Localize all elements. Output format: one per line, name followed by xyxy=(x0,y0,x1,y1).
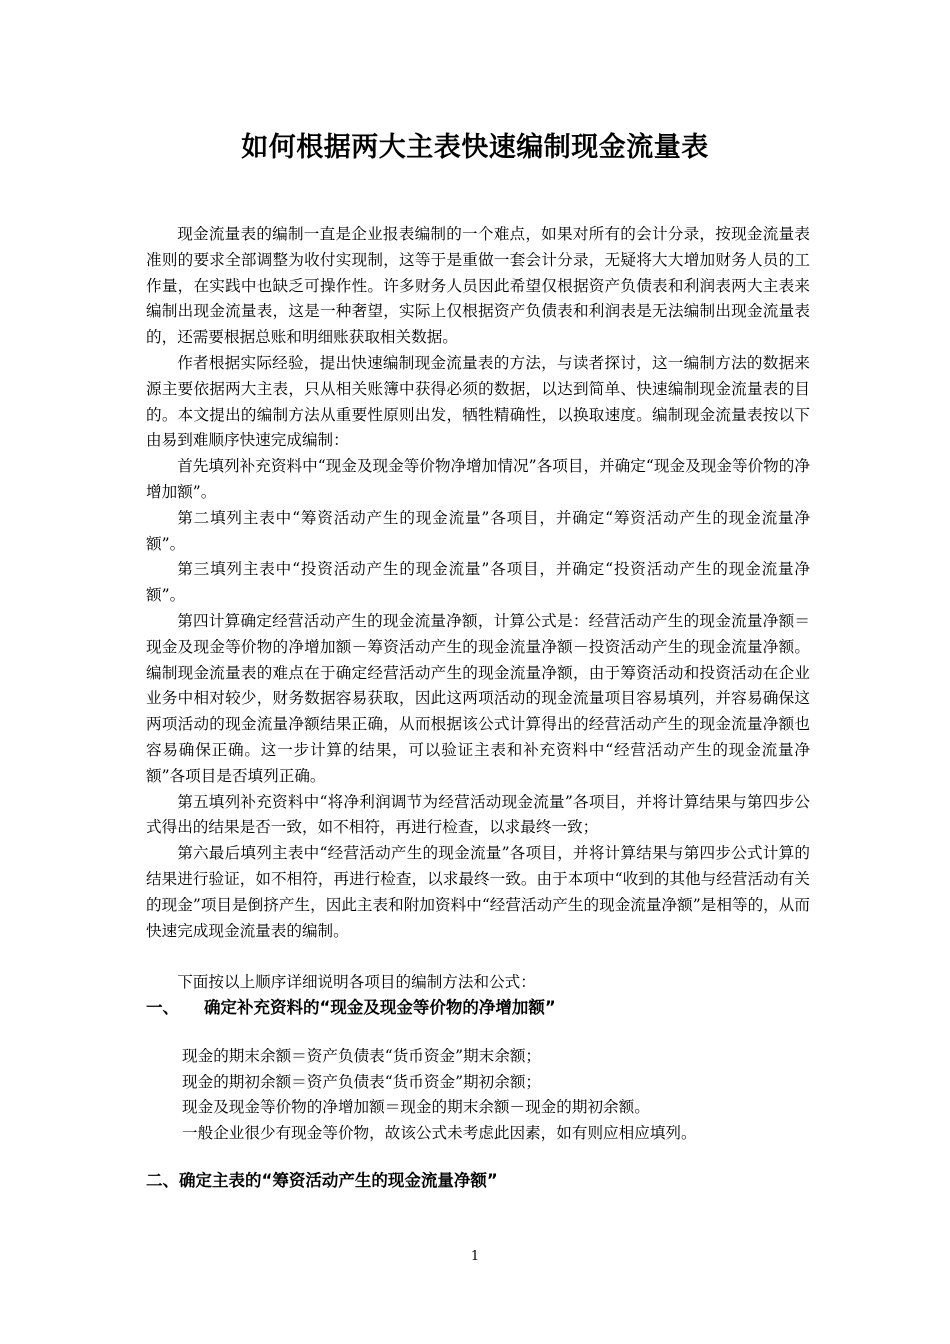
document-title: 如何根据两大主表快速编制现金流量表 xyxy=(241,132,709,163)
paragraph: 第三填列主表中“投资活动产生的现金流量”各项目，并确定“投资活动产生的现金流量净额”。 xyxy=(146,560,810,605)
section-heading-1 xyxy=(146,995,556,1021)
section-number: 一、 xyxy=(146,998,179,1017)
paragraph: 作者根据实际经验，提出快速编制现金流量表的方法，与读者探讨，这一编制方法的数据来源主要依据两大主表，只从相关账簿中获得必须的数据，以达到简单、快速编制现金流量表的目的。本文提出的编制方法从重要性原则出发，牺牲精确性，以换取速度。编制现金流量表按以下由易到难顺序快速完成编制： xyxy=(146,353,810,450)
body-text xyxy=(146,222,810,996)
formula-line: 现金及现金等价物的净增加额＝现金的期末余额－现金的期初余额。 xyxy=(182,1098,650,1117)
paragraph: 第五填列补充资料中“将净利润调节为经营活动现金流量”各项目，并将计算结果与第四步公式得出的结果是否一致，如不相符，再进行检查，以求最终一致； xyxy=(146,792,810,837)
paragraph: 首先填列补充资料中“现金及现金等价物净增加情况”各项目，并确定“现金及现金等价物的净增加额”。 xyxy=(146,457,810,501)
paragraph: 第二填列主表中“筹资活动产生的现金流量”各项目，并确定“筹资活动产生的现金流量净额”。 xyxy=(146,508,810,553)
paragraph: 下面按以上顺序详细说明各项目的编制方法和公式： xyxy=(177,973,536,992)
paragraph: 第六最后填列主表中“经营活动产生的现金流量”各项目，并将计算结果与第四步公式计算的结果进行验证，如不相符，再进行检查，以求最终一致。由于本项中“收到的其他与经营活动有关的现金”项目是倒挤产生，因此主表和附加资料中“经营活动产生的现金流量净额”是相等的，从而快速完成现金流量表的编制。 xyxy=(146,844,810,940)
section-title: 确定补充资料的“现金及现金等价物的净增加额” xyxy=(204,998,556,1017)
formula-line: 现金的期末余额＝资产负债表“货币资金”期末余额； xyxy=(182,1047,542,1065)
page-number: 1 xyxy=(470,1249,480,1264)
formula-line: 现金的期初余额＝资产负债表“货币资金”期初余额； xyxy=(182,1072,542,1091)
section-heading-2: 二、确定主表的“筹资活动产生的现金流量净额” xyxy=(146,1171,498,1190)
formula-line: 一般企业很少有现金等价物，故该公式未考虑此因素，如有则应相应填列。 xyxy=(182,1123,697,1142)
formula-list xyxy=(182,1044,812,1146)
paragraph: 第四计算确定经营活动产生的现金流量净额，计算公式是：经营活动产生的现金流量净额＝现金及现金等价物的净增加额－筹资活动产生的现金流量净额－投资活动产生的现金流量净额。编制现金流量表的难点在于确定经营活动产生的现金流量净额，由于筹资活动和投资活动在企业业务中相对较少，财务数据容易获取，因此这两项活动的现金流量项目容易填列，并容易确保这两项活动的现金流量净额结果正确，从而根据该公式计算得出的经营活动产生的现金流量净额也容易确保正确。这一步计算的结果，可以验证主表和补充资料中“经营活动产生的现金流量净额”各项目是否填列正确。 xyxy=(146,611,810,785)
paragraph: 现金流量表的编制一直是企业报表编制的一个难点，如果对所有的会计分录，按现金流量表准则的要求全部调整为收付实现制，这等于是重做一套会计分录，无疑将大大增加财务人员的工作量，在实践中也缺乏可操作性。许多财务人员因此希望仅根据资产负债表和利润表两大主表来编制出现金流量表，这是一种奢望，实际上仅根据资产负债表和利润表是无法编制出现金流量表的，还需要根据总账和明细账获取相关数据。 xyxy=(146,225,810,347)
